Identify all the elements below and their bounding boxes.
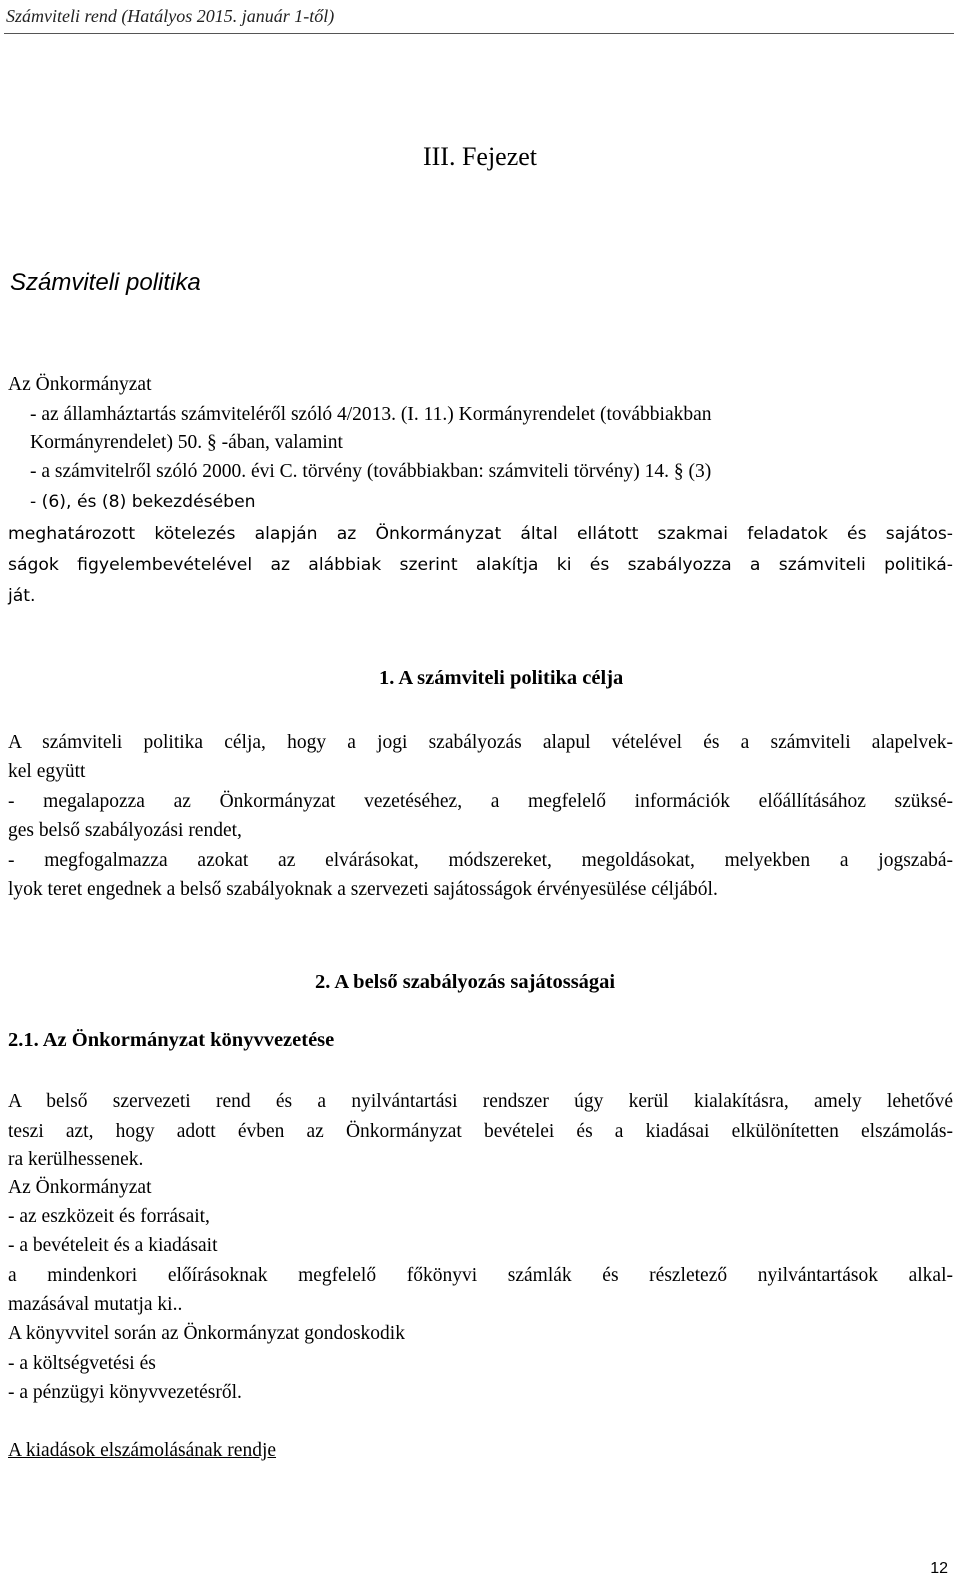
s1-line: - megfogalmazza azokat az elvárásokat, módszereket, megoldásokat, melyekben a jogszabá- [8, 850, 953, 871]
s1-line: ges belső szabályozási rendet, [8, 820, 242, 841]
subsection-2-1-heading: 2.1. Az Önkormányzat könyvvezetése [8, 1029, 335, 1051]
s1-line: - megalapozza az Önkormányzat vezetéséhez, a megfelelő információk előállításához szüksé- [8, 791, 953, 812]
s2-line: - a költségvetési és [8, 1353, 156, 1374]
s2-line: mazásával mutatja ki.. [8, 1294, 183, 1315]
intro-line: - (6), és (8) bekezdésében [30, 492, 256, 512]
s2-line: - az eszközeit és forrásait, [8, 1206, 210, 1227]
intro-line: Az Önkormányzat [8, 374, 152, 395]
s2-line: A könyvvitel során az Önkormányzat gondoskodik [8, 1323, 405, 1344]
section-1-heading: 1. A számviteli politika célja [379, 667, 624, 689]
s2-line: A belső szervezeti rend és a nyilvántartási rendszer úgy kerül kialakításra, amely lehetővé [8, 1091, 953, 1112]
section-title: Számviteli politika [10, 269, 201, 296]
s2-line: - a pénzügyi könyvvezetésről. [8, 1382, 242, 1403]
s1-line: lyok teret engednek a belső szabályoknak a szervezeti sajátosságok érvényesülése céljából. [8, 879, 718, 900]
s2-line: ra kerülhessenek. [8, 1149, 144, 1170]
expenses-settlement-link[interactable]: A kiadások elszámolásának rendje [8, 1440, 277, 1461]
header-divider [4, 33, 954, 34]
intro-line: - az államháztartás számviteléről szóló 4/2013. (I. 11.) Kormányrendelet (továbbiakban [30, 404, 712, 425]
s2-line: - a bevételeit és a kiadásait [8, 1235, 218, 1256]
intro-line: Kormányrendelet) 50. § -ában, valamint [30, 432, 343, 453]
chapter-title: III. Fejezet [422, 142, 538, 171]
s2-line: Az Önkormányzat [8, 1177, 152, 1198]
intro-line: meghatározott kötelezés alapján az Önkormányzat által ellátott szakmai feladatok és sajátos- [8, 524, 953, 544]
intro-line: ságok figyelembevételével az alábbiak szerint alakítja ki és szabályozza a számviteli politiká- [8, 555, 953, 575]
s2-line: teszi azt, hogy adott évben az Önkormányzat bevételei és a kiadásai elkülönítetten elszámolás- [8, 1121, 953, 1142]
intro-line: - a számvitelről szóló 2000. évi C. törvény (továbbiakban: számviteli törvény) 14. § (3) [30, 461, 712, 482]
intro-line: ját. [8, 586, 36, 606]
s2-line: a mindenkori előírásoknak megfelelő főkönyvi számlák és részletező nyilvántartások alkal- [8, 1265, 953, 1286]
s1-line: kel együtt [8, 761, 86, 782]
section-2-heading: 2. A belső szabályozás sajátosságai [315, 971, 616, 993]
running-header: Számviteli rend (Hatályos 2015. január 1-től) [6, 6, 335, 26]
page-number: 12 [930, 1560, 948, 1577]
s1-line: A számviteli politika célja, hogy a jogi szabályozás alapul vételével és a számviteli alapelvek- [8, 732, 953, 753]
